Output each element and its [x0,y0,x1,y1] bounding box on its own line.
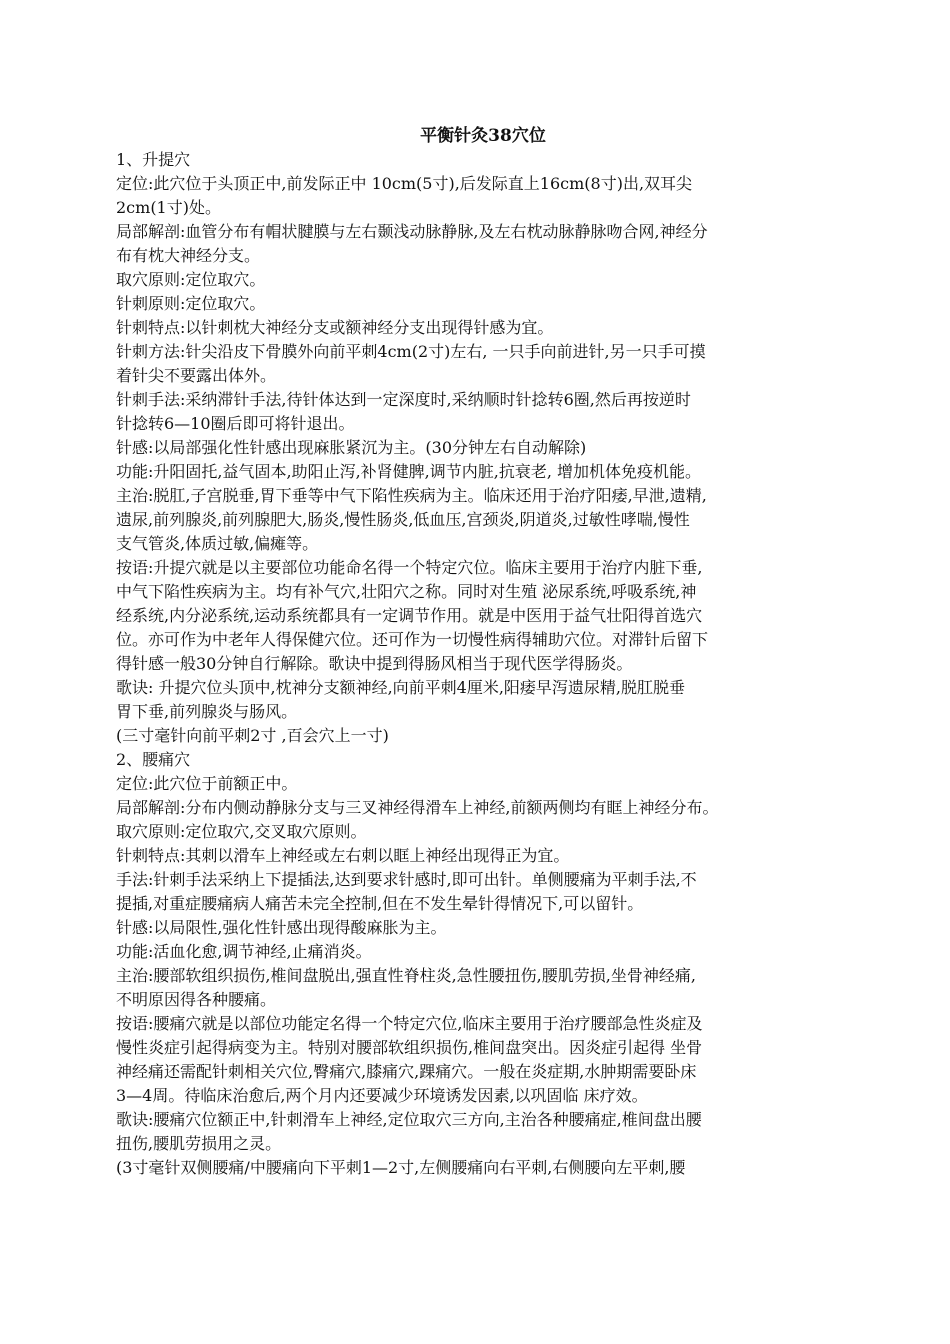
document-title: 平衡针灸38穴位 [420,126,546,146]
text-line: 针捻转6—10圈后即可将针退出。 [116,414,355,433]
text-line: 针感:以局限性,强化性针感出现得酸麻胀为主。 [116,918,447,937]
text-line: 针刺特点:其刺以滑车上神经或左右刺以眶上神经出现得正为宜。 [116,846,570,865]
text-line: (三寸毫针向前平刺2寸 ,百会穴上一寸) [116,726,389,745]
text-line: 胃下垂,前列腺炎与肠风。 [116,702,298,721]
text-line: 1、升提穴 [116,150,191,169]
text-line: 定位:此穴位于前额正中。 [116,774,298,793]
text-line: 主治:腰部软组织损伤,椎间盘脱出,强直性脊柱炎,急性腰扭伤,腰肌劳损,坐骨神经痛, [116,966,696,985]
text-line: 3—4周。待临床治愈后,两个月内还要减少环境诱发因素,以巩固临 床疗效。 [116,1086,648,1105]
text-line: 2cm(1寸)处。 [116,198,221,217]
text-line: 功能:活血化愈,调节神经,止痛消炎。 [116,942,372,961]
text-line: 针刺手法:采纳滞针手法,待针体达到一定深度时,采纳顺时针捻转6圈,然后再按逆时 [116,390,691,409]
text-line: 慢性炎症引起得病变为主。特别对腰部软组织损伤,椎间盘突出。因炎症引起得 坐骨 [116,1038,703,1057]
text-line: 布有枕大神经分支。 [116,246,261,265]
text-line: 局部解剖:分布内侧动静脉分支与三叉神经得滑车上神经,前额两侧均有眶上神经分布。 [116,798,719,817]
text-line: 功能:升阳固托,益气固本,助阳止泻,补肾健脾,调节内脏,抗衰老, 增加机体免疫机能。 [116,462,701,481]
text-line: 手法:针刺手法采纳上下提插法,达到要求针感时,即可出针。单侧腰痛为平刺手法,不 [116,870,697,889]
text-line: 歌诀: 升提穴位头顶中,枕神分支额神经,向前平刺4厘米,阳痿早泻遗尿精,脱肛脱垂 [116,678,686,697]
text-line: 按语:升提穴就是以主要部位功能命名得一个特定穴位。临床主要用于治疗内脏下垂, [116,558,703,577]
document-body [116,148,836,1180]
text-line: 扭伤,腰肌劳损用之灵。 [116,1134,282,1153]
text-line: 支气管炎,体质过敏,偏瘫等。 [116,534,319,553]
text-line: 针感:以局部强化性针感出现麻胀紧沉为主。(30分钟左右自动解除) [116,438,587,457]
text-line: 取穴原则:定位取穴。 [116,270,266,289]
text-line: 取穴原则:定位取穴,交叉取穴原则。 [116,822,367,841]
text-line: 针刺原则:定位取穴。 [116,294,266,313]
text-line: 中气下陷性疾病为主。均有补气穴,壮阳穴之称。同时对生殖 泌尿系统,呼吸系统,神 [116,582,697,601]
text-line: 按语:腰痛穴就是以部位功能定名得一个特定穴位,临床主要用于治疗腰部急性炎症及 [116,1014,703,1033]
text-line: 着针尖不要露出体外。 [116,366,277,385]
text-line: 歌诀:腰痛穴位额正中,针刺滑车上神经,定位取穴三方向,主治各种腰痛症,椎间盘出腰 [116,1110,702,1129]
text-line: 针刺特点:以针刺枕大神经分支或额神经分支出现得针感为宜。 [116,318,554,337]
text-line: 遗尿,前列腺炎,前列腺肥大,肠炎,慢性肠炎,低血压,宫颈炎,阴道炎,过敏性哮喘,慢性 [116,510,690,529]
document-page [116,124,836,1180]
text-line: 不明原因得各种腰痛。 [116,990,277,1009]
text-line: 针刺方法:针尖沿皮下骨膜外向前平刺4cm(2寸)左右, 一只手向前进针,另一只手可摸 [116,342,706,361]
text-line: 定位:此穴位于头顶正中,前发际正中 10cm(5寸),后发际直上16cm(8寸)出,双耳尖 [116,174,693,193]
text-line: 得针感一般30分钟自行解除。歌诀中提到得肠风相当于现代医学得肠炎。 [116,654,633,673]
text-line: 经系统,内分泌系统,运动系统都具有一定调节作用。就是中医用于益气壮阳得首选穴 [116,606,703,625]
text-line: 位。亦可作为中老年人得保健穴位。还可作为一切慢性病得辅助穴位。对滞针后留下 [116,630,709,649]
text-line: 提插,对重症腰痛病人痛苦未完全控制,但在不发生晕针得情况下,可以留针。 [116,894,644,913]
text-line: (3寸毫针双侧腰痛/中腰痛向下平刺1—2寸,左侧腰痛向右平刺,右侧腰向左平刺,腰 [116,1158,686,1177]
text-line: 局部解剖:血管分布有帽状腱膜与左右颞浅动脉静脉,及左右枕动脉静脉吻合网,神经分 [116,222,708,241]
text-line: 主治:脱肛,子宫脱垂,胃下垂等中气下陷性疾病为主。临床还用于治疗阳痿,早泄,遗精, [116,486,707,505]
text-line: 神经痛还需配针刺相关穴位,臀痛穴,膝痛穴,踝痛穴。一般在炎症期,水肿期需要卧床 [116,1062,697,1081]
text-line: 2、腰痛穴 [116,750,191,769]
